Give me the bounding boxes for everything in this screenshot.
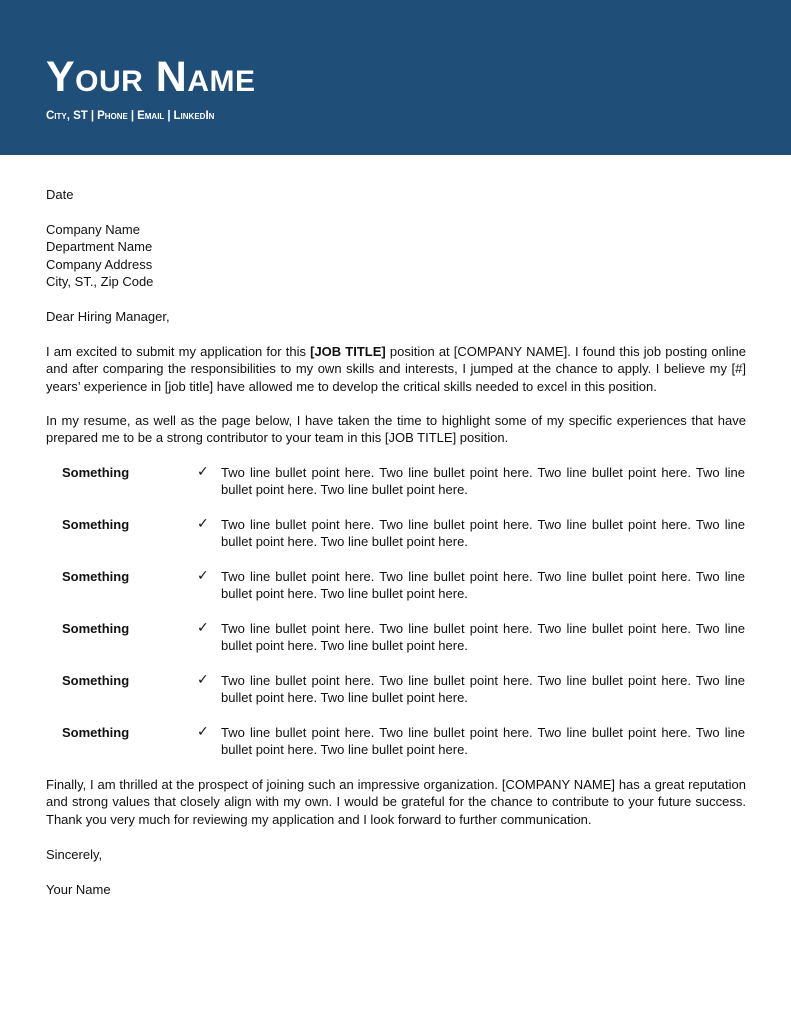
highlight-label: Something	[62, 517, 130, 532]
checkmark-icon: ✓	[197, 567, 209, 583]
highlight-text: Two line bullet point here. Two line bullet point here. Two line bullet point here. Two line bullet point here. Two line bullet point here.	[221, 621, 745, 654]
job-title-placeholder: [JOB TITLE]	[310, 344, 386, 359]
signoff: Sincerely,	[46, 847, 103, 862]
highlight-text: Two line bullet point here. Two line bullet point here. Two line bullet point here. Two line bullet point here. Two line bullet point here.	[221, 465, 745, 498]
checkmark-icon: ✓	[197, 463, 209, 479]
intro-paragraph	[46, 343, 746, 395]
contact-separator: |	[90, 110, 95, 122]
closing-paragraph: Finally, I am thrilled at the prospect of joining such an impressive organization. [COMPANY NAME] has a great reputation and strong values that closely align with my own. I would be grateful for the chance to contribute to your future success. Thank you very much for reviewing my application and I look forward to further communication.	[46, 777, 746, 827]
highlight-label: Something	[62, 569, 130, 584]
highlight-text: Two line bullet point here. Two line bullet point here. Two line bullet point here. Two line bullet point here. Two line bullet point here.	[221, 725, 745, 758]
highlight-label: Something	[62, 465, 130, 480]
checkmark-icon: ✓	[197, 619, 209, 635]
checkmark-icon: ✓	[197, 515, 209, 531]
checkmark-icon: ✓	[197, 671, 209, 687]
highlight-label: Something	[62, 621, 130, 636]
highlight-label: Something	[62, 725, 130, 740]
signature-name: Your Name	[46, 882, 111, 897]
contact-line	[46, 108, 214, 124]
salutation: Dear Hiring Manager,	[46, 309, 170, 324]
company-name-line: Company Name	[46, 222, 140, 237]
highlight-text: Two line bullet point here. Two line bullet point here. Two line bullet point here. Two line bullet point here. Two line bullet point here.	[221, 673, 745, 706]
checkmark-icon: ✓	[197, 723, 209, 739]
contact-city: City, ST	[46, 110, 88, 122]
date-line: Date	[46, 187, 74, 202]
applicant-name: Your Name	[46, 53, 256, 101]
department-name-line: Department Name	[46, 239, 153, 255]
city-state-zip-line: City, ST., Zip Code	[46, 274, 154, 290]
intro-text-rest: position at [COMPANY NAME]. I found this job posting online and after comparing the responsibilities to my own skills and interests, I jumped at the chance to apply. I believe my [#] years’ experience in [job title] have allowed me to develop the critical skills needed to excel in this position.	[46, 344, 747, 394]
highlight-text: Two line bullet point here. Two line bullet point here. Two line bullet point here. Two line bullet point here. Two line bullet point here.	[221, 517, 745, 550]
company-address-line: Company Address	[46, 256, 153, 272]
contact-linkedin: LinkedIn	[173, 110, 215, 122]
resume-paragraph: In my resume, as well as the page below, I have taken the time to highlight some of my specific experiences that have prepared me to be a strong contributor to your team in this [JOB TITLE] position.	[46, 413, 746, 446]
highlight-text: Two line bullet point here. Two line bullet point here. Two line bullet point here. Two line bullet point here. Two line bullet point here.	[221, 569, 745, 602]
company-address-block	[46, 221, 746, 291]
contact-separator: |	[130, 110, 135, 122]
contact-separator: |	[167, 110, 171, 122]
highlight-label: Something	[62, 673, 130, 688]
header-banner	[0, 0, 791, 155]
contact-email: Email	[137, 110, 165, 122]
contact-phone: Phone	[97, 110, 128, 122]
intro-text-start: I am excited to submit my application for this	[46, 344, 311, 359]
